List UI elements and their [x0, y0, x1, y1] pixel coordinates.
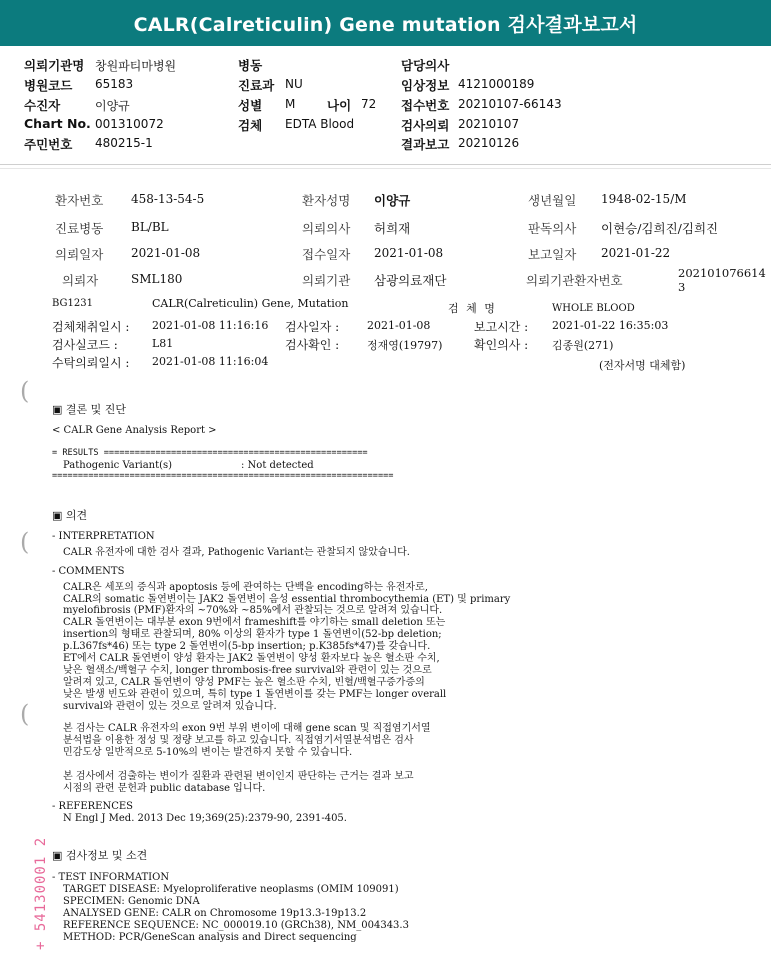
opinion-heading: ▣ 의견 — [52, 509, 88, 522]
r3-v2: 2021-01-08 — [374, 246, 444, 260]
testinfo-line: TARGET DISEASE: Myeloproliferative neoplasms (OMIM 109091) — [63, 884, 399, 895]
comment-line: p.L367fs*46) 또는 type 2 돌연변이(5-bp insertion; p.K385fs*47)를 갖습니다. — [63, 641, 431, 652]
specimen-value: EDTA Blood — [285, 117, 355, 131]
r4-l3: 의뢰기관환자번호 — [526, 273, 623, 288]
sex-label: 성별 — [238, 98, 263, 113]
clinical-info-label: 임상정보 — [401, 78, 450, 93]
r4-v3b: 3 — [678, 280, 686, 294]
results-subtitle: < CALR Gene Analysis Report > — [52, 425, 217, 436]
age-label: 나이 — [327, 98, 352, 113]
r3-v3: 2021-01-22 — [601, 246, 671, 260]
testinfo-line: SPECIMEN: Genomic DNA — [63, 896, 200, 907]
r1-l2: 환자성명 — [302, 193, 351, 208]
scan-mark-1: ( — [20, 377, 30, 405]
testinfo-line: REFERENCE SEQUENCE: NC_000019.10 (GRCh38), NM_004343.3 — [63, 920, 409, 931]
resident-no-value: 480215-1 — [95, 136, 153, 150]
results-heading: ▣ 결론 및 진단 — [52, 403, 127, 416]
r2-l2: 의뢰의사 — [302, 221, 351, 236]
patient-value: 이양규 — [95, 99, 130, 113]
test-code: BG1231 — [52, 298, 93, 309]
doctor-label: 확인의사 : — [474, 338, 529, 352]
comment-line: CALR은 세포의 증식과 apoptosis 등에 관여하는 단백을 encoding하는 유전자로, — [63, 582, 428, 593]
esign-note: (전자서명 대체함) — [599, 359, 686, 372]
test-date-value: 2021-01-08 — [367, 319, 431, 332]
collect-label: 검체채취일시 : — [52, 320, 130, 334]
r4-v2: 삼광의료재단 — [374, 273, 447, 288]
report-date-value: 20210126 — [458, 136, 520, 150]
chart-no-label: Chart No. — [24, 116, 91, 131]
comment-line: 알려져 있고, CALR 돌연변이 양성 PMF는 높은 혈소판 수치, 빈혈/백혈구증가증의 — [63, 677, 425, 688]
test-date-label: 검사일자 : — [285, 320, 340, 334]
report-date-label: 결과보고 — [401, 137, 450, 152]
report-title-bar — [0, 0, 771, 46]
attending-label: 담당의사 — [401, 58, 450, 73]
barcode-text: + 54130001 2 — [33, 836, 49, 950]
r2-v2: 허희재 — [374, 221, 411, 236]
hospital-name-label: 의뢰기관명 — [24, 58, 85, 73]
patient-label: 수진자 — [24, 98, 61, 113]
receipt-no-value: 20210107-66143 — [458, 97, 562, 111]
r3-l2: 접수일자 — [302, 247, 351, 262]
references-text: N Engl J Med. 2013 Dec 19;369(25):2379-90, 2391-405. — [63, 813, 347, 824]
comment-line: CALR의 somatic 돌연변이는 JAK2 돌연변이 음성 essential thrombocythemia (ET) 및 primary — [63, 594, 511, 605]
variant-value: : Not detected — [241, 460, 314, 471]
r2-l3: 판독의사 — [528, 221, 577, 236]
confirm-value: 정재영(19797) — [367, 339, 443, 352]
r1-l3: 생년월일 — [528, 193, 577, 208]
lab-code-label: 검사실코드 : — [52, 338, 118, 352]
header-divider-2 — [0, 168, 771, 169]
r3-v1: 2021-01-08 — [131, 246, 201, 260]
interpretation-title: - INTERPRETATION — [52, 531, 155, 542]
r3-l1: 의뢰일자 — [55, 247, 104, 262]
note-line: 본 검사에서 검출하는 변이가 질환과 관련된 변이인지 판단하는 근거는 결과 보고 — [63, 771, 414, 782]
scan-mark-3: ( — [20, 700, 30, 728]
resident-no-label: 주민번호 — [24, 137, 73, 152]
references-title: - REFERENCES — [52, 801, 134, 812]
r3-l3: 보고일자 — [528, 247, 577, 262]
results-eq-line: ================================================================== — [52, 471, 394, 481]
confirm-label: 검사확인 : — [285, 338, 340, 352]
comment-line: 낮은 혈색소/백혈구 수치, longer thrombosis-free survival와 관련이 있는 것으로 — [63, 665, 432, 676]
barcode-number — [33, 838, 49, 950]
test-name: CALR(Calreticulin) Gene, Mutation — [152, 297, 349, 310]
comment-line: myelofibrosis (PMF)환자의 ~70%와 ~85%에서 관찰되는 것으로 알려져 있습니다. — [63, 605, 443, 616]
comment-line: ET에서 CALR 돌연변이 양성 환자는 JAK2 돌연변이 양성 환자보다 높은 혈소판 수치, — [63, 653, 440, 664]
comments-title: - COMMENTS — [52, 566, 125, 577]
r4-v3a: 202101076614 — [678, 266, 766, 280]
hospital-name-value: 창원파티마병원 — [95, 59, 177, 73]
method-line: 분석법을 이용한 정성 및 정량 보고를 하고 있습니다. 직접염기서열분석법은 검사 — [63, 735, 414, 746]
specimen-label: 검체 — [238, 118, 263, 133]
interpretation-text: CALR 유전자에 대한 검사 결과, Pathogenic Variant는 관찰되지 않았습니다. — [63, 547, 410, 558]
r4-v1: SML180 — [131, 272, 183, 286]
r1-v3: 1948-02-15/M — [601, 192, 687, 206]
ward-label: 병동 — [238, 58, 263, 73]
report-time-label: 보고시간 : — [474, 320, 529, 334]
comment-line: 낮은 발생 빈도와 관련이 있으며, 특히 type 1 돌연변이를 갖는 PMF는 longer overall — [63, 689, 447, 700]
request-date-value: 20210107 — [458, 117, 520, 131]
r4-l2: 의뢰기관 — [302, 273, 351, 288]
hospital-code-value: 65183 — [95, 77, 134, 91]
receipt-no-label: 접수번호 — [401, 98, 450, 113]
department-value: NU — [285, 77, 303, 91]
comment-line: insertion의 형태로 관찰되며, 80% 이상의 환자가 type 1 돌연변이(52-bp deletion; — [63, 629, 442, 640]
testinfo-line: METHOD: PCR/GeneScan analysis and Direct sequencing — [63, 932, 357, 943]
r2-l1: 진료병동 — [55, 221, 104, 236]
variant-label: Pathogenic Variant(s) — [63, 460, 173, 471]
method-line: 본 검사는 CALR 유전자의 exon 9번 부위 변이에 대해 gene scan 및 직접염기서열 — [63, 723, 431, 734]
hospital-code-label: 병원코드 — [24, 78, 73, 93]
scan-mark-2: ( — [20, 528, 30, 556]
r4-l1: 의뢰자 — [62, 273, 99, 288]
lab-code-value: L81 — [152, 337, 174, 350]
testinfo-heading: ▣ 검사정보 및 소견 — [52, 849, 148, 862]
header-divider — [0, 164, 771, 165]
specimen-name-value: WHOLE BLOOD — [552, 303, 635, 314]
note-line: 시점의 관련 문헌과 public database 입니다. — [63, 783, 266, 794]
r2-v3: 이현승/김희진/김희진 — [601, 221, 719, 236]
submit-value: 2021-01-08 11:16:04 — [152, 355, 269, 368]
testinfo-title: - TEST INFORMATION — [52, 872, 170, 883]
r1-v2: 이양규 — [374, 193, 411, 208]
doctor-value: 김종원(271) — [552, 339, 614, 352]
chart-no-value: 001310072 — [95, 117, 164, 131]
report-title: CALR(Calreticulin) Gene mutation 검사결과보고서 — [133, 13, 638, 36]
r2-v1: BL/BL — [131, 220, 169, 234]
specimen-name-label: 검 체 명 — [448, 302, 497, 315]
clinical-info-value: 4121000189 — [458, 77, 535, 91]
comment-line: survival와 관련이 있는 것으로 알려져 있습니다. — [63, 701, 277, 712]
report-time-value: 2021-01-22 16:35:03 — [552, 319, 669, 332]
age-value: 72 — [361, 97, 377, 111]
results-label: = RESULTS =================================================== — [52, 448, 368, 458]
collect-value: 2021-01-08 11:16:16 — [152, 319, 269, 332]
r1-l1: 환자번호 — [55, 193, 104, 208]
r1-v1: 458-13-54-5 — [131, 192, 205, 206]
submit-label: 수탁의뢰일시 : — [52, 356, 130, 370]
method-line: 민감도상 일반적으로 5-10%의 변이는 발견하지 못할 수 있습니다. — [63, 747, 353, 758]
request-date-label: 검사의뢰 — [401, 118, 450, 133]
department-label: 진료과 — [238, 78, 275, 93]
comment-line: CALR 돌연변이는 대부분 exon 9번에서 frameshift를 야기하는 small deletion 또는 — [63, 617, 446, 628]
testinfo-line: ANALYSED GENE: CALR on Chromosome 19p13.3-19p13.2 — [63, 908, 367, 919]
sex-value: M — [285, 97, 296, 111]
